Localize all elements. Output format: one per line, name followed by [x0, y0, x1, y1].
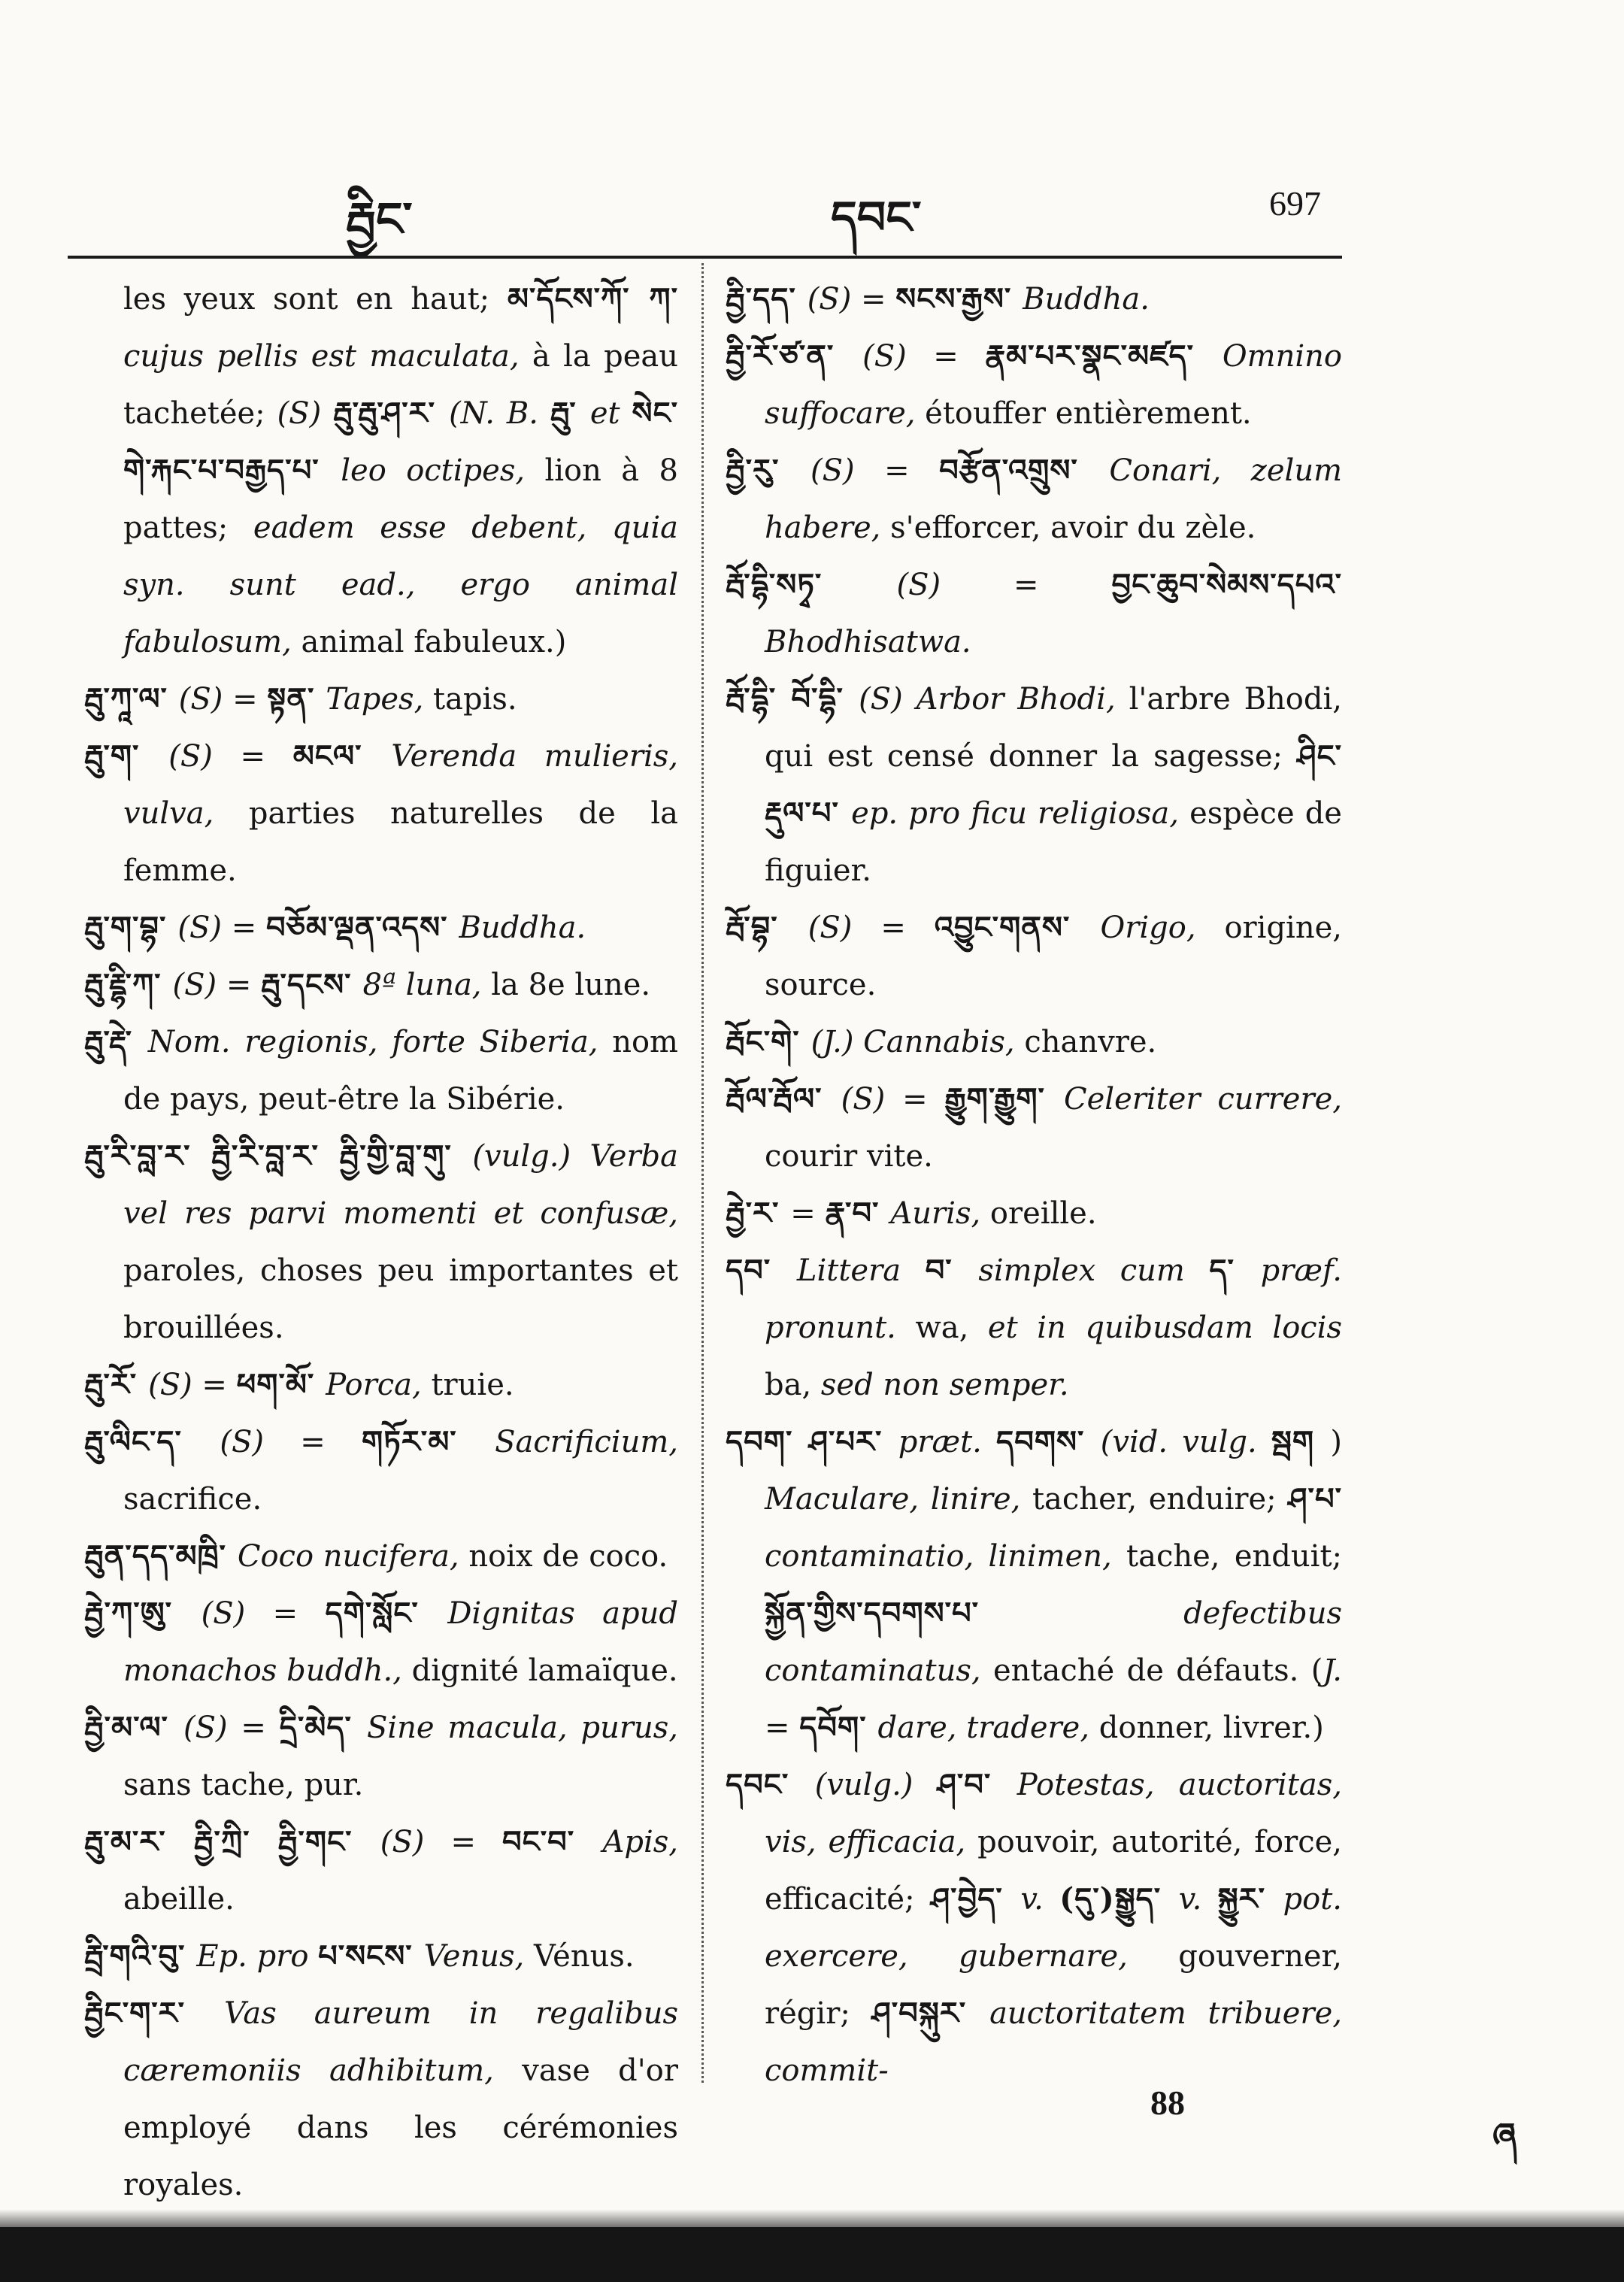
- dictionary-entry: [84, 728, 678, 899]
- tibetan-term: རྒྱུག་རྒྱུག་: [944, 1081, 1065, 1117]
- latin-gloss: (S) Arbor Bhodi,: [859, 682, 1116, 717]
- latin-gloss: præf. pronunt.: [765, 1253, 1343, 1345]
- tibetan-term: རྦུ་: [550, 395, 590, 431]
- tibetan-term: རྦུ་མ་ར་ རྦྱི་ཀྲི་ རྦྱི་གང་: [84, 1824, 380, 1859]
- french-gloss: oreille.: [980, 1196, 1097, 1231]
- tibetan-term: རྦུ་ག་: [84, 738, 169, 774]
- dictionary-entry: [84, 1128, 678, 1356]
- latin-gloss: Ep. pro: [196, 1939, 319, 1974]
- tibetan-term: པ་སངས་: [318, 1938, 424, 1974]
- tibetan-term: རྦྱི་རོ་ཙ་ན་: [726, 338, 863, 374]
- tibetan-term: རྦྱིང་ག་ར་: [84, 1996, 225, 2031]
- dictionary-entry: [726, 899, 1342, 1014]
- tibetan-term: དྲི་མེད་: [279, 1710, 367, 1745]
- tibetan-term: ཕག་མོ་: [236, 1367, 326, 1402]
- latin-gloss: contaminatio, linimen,: [765, 1539, 1112, 1574]
- dictionary-entry: [84, 271, 678, 671]
- tibetan-term: དབག་: [726, 1424, 809, 1459]
- dictionary-entry: [84, 1985, 678, 2214]
- scan-shadow: [0, 2209, 1624, 2227]
- latin-gloss: (S) =: [862, 339, 986, 374]
- latin-gloss: sed non semper.: [820, 1368, 1069, 1402]
- french-gloss: nom de pays, peut-être la Sibérie.: [123, 1025, 678, 1117]
- tibetan-term: སྐྱོན་གྱིས་དབགས་པ་: [765, 1596, 1184, 1631]
- french-gloss: espèce de figuier.: [765, 796, 1342, 888]
- latin-gloss: Coco nucifera,: [237, 1539, 459, 1574]
- latin-gloss: auctoritatem tribuere, commit-: [765, 1996, 1342, 2088]
- column-divider: [701, 263, 704, 2083]
- tibetan-term: སྐྱུར་: [1217, 1881, 1283, 1917]
- latin-gloss: (S) =: [178, 682, 268, 717]
- latin-gloss: Bhodhisatwa.: [765, 625, 971, 659]
- latin-gloss: v.: [1020, 1882, 1060, 1917]
- dictionary-entry: [726, 328, 1342, 442]
- latin-gloss: pot. exercere, gubernare,: [765, 1882, 1343, 1974]
- latin-gloss: (J.) Cannabis,: [810, 1025, 1015, 1059]
- tibetan-term: རྦྱི་མ་ལ་: [84, 1710, 183, 1745]
- tibetan-term: རྦུ་རི་བླ་ར་ རྦྱི་རི་བླ་ར་ རྦྱི་གྱི་བླ་གུ་: [84, 1138, 473, 1174]
- tibetan-term: ཤ་བསྐུར་: [871, 1996, 990, 2031]
- dictionary-entry: [726, 442, 1342, 556]
- tibetan-term: ད་: [1209, 1253, 1261, 1288]
- tibetan-term: རྦོལ་རྦོལ་: [726, 1081, 841, 1117]
- latin-gloss: Buddha.: [459, 911, 586, 945]
- tibetan-term: རྦུ་ཀཱ་ལ་: [84, 681, 179, 717]
- french-gloss: tacher, enduire;: [1020, 1482, 1289, 1517]
- tibetan-term: སངས་རྒྱས་: [895, 281, 1023, 317]
- tibetan-term: ཤ་བྱེད་: [930, 1881, 1021, 1917]
- french-gloss: à la peau tachetée;: [123, 339, 678, 431]
- tibetan-term: ཤིང་རྡུལ་པ་: [765, 738, 1342, 831]
- french-gloss: l'arbre Bhodi, qui est censé donner la sagesse;: [765, 682, 1343, 774]
- french-gloss: paroles, choses peu importantes et brouillées.: [123, 1253, 678, 1345]
- tibetan-term: རྦུ་རྡེ་: [84, 1024, 148, 1059]
- latin-gloss: Omnino suffocare,: [765, 339, 1342, 431]
- dictionary-entry: [84, 1699, 678, 1814]
- page-number: 697: [1269, 184, 1321, 223]
- latin-gloss: Verenda mulieris, vulva,: [123, 739, 679, 831]
- dictionary-entry: [84, 1356, 678, 1414]
- dictionary-entry: [726, 1414, 1342, 1756]
- dictionary-entry: [726, 1185, 1342, 1242]
- dictionary-entry: [84, 1528, 678, 1585]
- dictionary-entry: [726, 1014, 1342, 1071]
- tibetan-term: རྦོ་བྷ་: [726, 910, 808, 945]
- tibetan-term: སྟན་: [267, 681, 326, 717]
- tibetan-term: རྦོ་དྷི་ བོ་དྷི་: [726, 681, 859, 717]
- french-gloss: animal fabuleux.): [291, 625, 567, 659]
- latin-gloss: Venus,: [423, 1939, 525, 1974]
- french-gloss: gouverner, régir;: [765, 1939, 1342, 2031]
- latin-gloss: Auris,: [890, 1196, 981, 1231]
- latin-gloss: =: [790, 1196, 826, 1231]
- tibetan-term: རྦོང་གེ་: [726, 1024, 811, 1059]
- dictionary-entry: [84, 1814, 678, 1928]
- latin-gloss: (S) =: [841, 1082, 945, 1117]
- latin-gloss: (S) =: [201, 1596, 326, 1631]
- tibetan-term: བང་བ་: [502, 1824, 603, 1859]
- french-gloss: donner, livrer.): [1089, 1711, 1324, 1745]
- tibetan-term: རྦུ་རྦུ་ཤ་ར་: [333, 395, 450, 431]
- latin-gloss: Potestas, auctoritas, vis, efficacia,: [765, 1768, 1342, 1859]
- latin-gloss: cujus pellis est maculata,: [123, 339, 520, 374]
- french-gloss: noix de coco.: [459, 1539, 668, 1574]
- latin-gloss: (S) =: [220, 1425, 362, 1459]
- running-headword-left: རྦྱིང་: [346, 192, 413, 247]
- tibetan-term: མངལ་: [292, 738, 392, 774]
- dictionary-entry: [84, 899, 678, 956]
- french-gloss: wa,: [895, 1311, 988, 1345]
- latin-gloss: (S) =: [183, 1711, 280, 1745]
- tibetan-term: རྦྱི་དད་: [726, 281, 807, 317]
- latin-gloss: (S) =: [896, 568, 1112, 602]
- dictionary-entry: [726, 271, 1342, 328]
- dictionary-entry: [84, 956, 678, 1014]
- tibetan-term: རྦྱེ་ཀ་ཨུ་: [84, 1596, 201, 1631]
- dictionary-entry: [84, 1414, 678, 1528]
- french-gloss: ba,: [765, 1368, 821, 1402]
- french-gloss: la 8e lune.: [481, 968, 651, 1002]
- tibetan-term: རྦུ་ལིང་ད་: [84, 1424, 220, 1459]
- french-gloss: Vénus.: [524, 1939, 635, 1974]
- dictionary-entry: [726, 1071, 1342, 1185]
- latin-gloss: leo octipes,: [341, 453, 526, 488]
- tibetan-term: གཏོར་མ་: [362, 1424, 495, 1459]
- french-gloss: sans tache, pur.: [123, 1768, 364, 1802]
- tibetan-term: རྦྱེ་ར་: [726, 1196, 791, 1231]
- tibetan-term: ཤ་བ་: [937, 1767, 1017, 1802]
- tibetan-term: རྦུ་རྡྷི་ཀ་: [84, 967, 173, 1002]
- latin-gloss: Buddha.: [1023, 282, 1150, 317]
- tibetan-term: དགེ་སློང་: [325, 1596, 448, 1631]
- latin-gloss: dare, tradere,: [877, 1711, 1090, 1745]
- latin-gloss: (vulg.): [814, 1768, 938, 1802]
- latin-gloss: Apis,: [602, 1825, 678, 1859]
- french-gloss: parties naturelles de la femme.: [123, 796, 678, 888]
- latin-gloss: (S) =: [380, 1825, 503, 1859]
- tibetan-term: རྦུ་ག་བྷ་: [84, 910, 178, 945]
- latin-gloss: (S) =: [177, 911, 266, 945]
- french-gloss: courir vite.: [765, 1139, 933, 1174]
- latin-gloss: (vulg.) Verba vel res parvi momenti et confusæ,: [123, 1139, 679, 1231]
- latin-gloss: simplex cum: [978, 1253, 1210, 1288]
- latin-gloss: Tapes,: [326, 682, 424, 717]
- french-gloss: abeille.: [123, 1882, 235, 1917]
- tibetan-term: དབོག་: [799, 1710, 878, 1745]
- tibetan-term: དབགས་: [996, 1424, 1101, 1459]
- latin-gloss: Vas aureum in regalibus cæremoniis adhibitum,: [123, 1996, 678, 2088]
- latin-gloss: Sine macula, purus,: [366, 1711, 678, 1745]
- tibetan-term: སྦག: [1271, 1424, 1331, 1459]
- latin-gloss: (N. B.: [449, 396, 550, 431]
- latin-gloss: et in quibusdam locis: [987, 1311, 1343, 1345]
- dictionary-entry: [726, 671, 1342, 899]
- dictionary-entry: [84, 1928, 678, 1985]
- latin-gloss: (S) =: [807, 911, 935, 945]
- latin-gloss: (vid. vulg.: [1100, 1425, 1271, 1459]
- latin-gloss: (S) =: [148, 1368, 237, 1402]
- tibetan-term: ཤ་པར་: [808, 1424, 898, 1459]
- right-column: [726, 271, 1342, 2099]
- dictionary-entry: [726, 1756, 1342, 2099]
- french-gloss: chanvre.: [1014, 1025, 1157, 1059]
- tibetan-term: (དུ་)སྒྱུད་: [1059, 1881, 1179, 1917]
- french-gloss: pouvoir, autorité, force, efficacité;: [765, 1825, 1342, 1917]
- latin-gloss: et: [589, 396, 632, 431]
- latin-gloss: J. =: [765, 1653, 1342, 1745]
- dictionary-entry: [726, 1242, 1342, 1414]
- latin-gloss: v.: [1178, 1882, 1218, 1917]
- french-gloss: ): [1330, 1425, 1343, 1459]
- tibetan-term: རྦྱི་རུ་: [726, 453, 811, 488]
- french-gloss: les yeux sont en haut;: [123, 282, 508, 317]
- dictionary-entry: [726, 556, 1342, 671]
- latin-gloss: (S) =: [172, 968, 262, 1002]
- latin-gloss: (S) =: [168, 739, 293, 774]
- left-column: [84, 271, 678, 2214]
- tibetan-term: དབ་: [726, 1253, 797, 1288]
- french-gloss: s'efforcer, avoir du zèle.: [880, 511, 1256, 545]
- french-gloss: dignité lamaïque.: [401, 1653, 678, 1688]
- latin-gloss: Dignitas apud monachos buddh.,: [123, 1596, 678, 1688]
- tibetan-term: བྱང་ཆུབ་སེམས་དཔའ་: [1111, 567, 1342, 602]
- tibetan-term: རྦུ་དངས་: [261, 967, 363, 1002]
- latin-gloss: Sacrificium,: [495, 1425, 678, 1459]
- latin-gloss: Conari, zelum habere,: [765, 453, 1343, 545]
- tibetan-term: བརྩོན་འགྲུས་: [939, 453, 1110, 488]
- french-gloss: tache, enduit;: [1111, 1539, 1342, 1574]
- latin-gloss: Porca,: [326, 1368, 422, 1402]
- latin-gloss: Littera: [796, 1253, 926, 1288]
- latin-gloss: Origo,: [1100, 911, 1196, 945]
- tibetan-term: བཅོམ་ལྡན་འདས་: [265, 910, 459, 945]
- french-gloss: entaché de défauts. (: [980, 1653, 1323, 1688]
- french-gloss: truie.: [421, 1368, 514, 1402]
- latin-gloss: eadem esse debent, quia syn. sunt ead., ergo animal fabulosum,: [123, 511, 678, 659]
- tibetan-term: ཤ་པ་: [1288, 1481, 1342, 1517]
- dictionary-entry: [84, 1585, 678, 1699]
- french-gloss: origine, source.: [765, 911, 1342, 1002]
- latin-gloss: defectibus contaminatus,: [765, 1596, 1342, 1688]
- signature-mark: 88: [1150, 2083, 1185, 2122]
- french-gloss: étouffer entièrement.: [915, 396, 1252, 431]
- header-rule: [68, 256, 1342, 259]
- tibetan-term: རྣ་བ་: [825, 1196, 891, 1231]
- dictionary-entry: [84, 671, 678, 728]
- french-gloss: tapis.: [423, 682, 517, 717]
- tibetan-term: འབྱུང་གནས་: [934, 910, 1101, 945]
- tibetan-term: རྦུ་རོ་: [84, 1367, 149, 1402]
- tibetan-term: དབང་: [726, 1767, 815, 1802]
- latin-gloss: 8ª luna,: [362, 968, 482, 1002]
- latin-gloss: (S): [277, 396, 334, 431]
- tibetan-term: རྦུན་དད་མཁྲི་: [84, 1538, 238, 1574]
- latin-gloss: præt.: [898, 1425, 997, 1459]
- tibetan-term: རྣམ་པར་སྣང་མཛད་: [985, 338, 1223, 374]
- tibetan-term: སེང་གེ་རྐང་པ་བརྒྱད་པ་: [123, 395, 678, 488]
- latin-gloss: (S) =: [810, 453, 940, 488]
- tibetan-term: རྦྲི་གའི་བུ་: [84, 1938, 197, 1974]
- latin-gloss: Maculare, linire,: [765, 1482, 1021, 1517]
- scan-border: [0, 2227, 1624, 2282]
- latin-gloss: Celeriter currere,: [1064, 1082, 1342, 1117]
- tibetan-term: མ་དོངས་ཀོ་ ཀ་: [507, 281, 678, 317]
- tibetan-term: བ་: [925, 1253, 979, 1288]
- tibetan-term: རྦོ་དྷི་སཏྭ་: [726, 567, 897, 602]
- latin-gloss: (S) =: [807, 282, 896, 317]
- french-gloss: sacrifice.: [123, 1482, 262, 1517]
- latin-gloss: ep. pro ficu religiosa,: [851, 796, 1179, 831]
- french-gloss: vase d'or employé dans les cérémonies royales.: [123, 2053, 678, 2202]
- running-headword-center: དབང་: [831, 192, 922, 244]
- french-gloss: lion à 8 pattes;: [123, 453, 678, 545]
- corner-mark: ཞ: [1492, 2115, 1517, 2156]
- latin-gloss: Nom. regionis, forte Siberia,: [147, 1025, 598, 1059]
- dictionary-entry: [84, 1014, 678, 1128]
